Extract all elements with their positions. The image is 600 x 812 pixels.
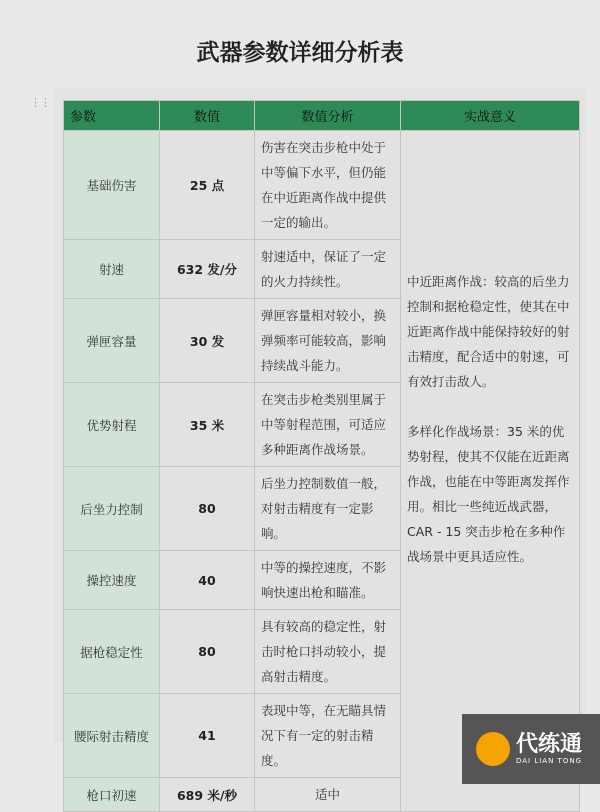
page-title: 武器参数详细分析表 <box>196 40 404 66</box>
param-cell: 据枪稳定性 <box>64 610 160 694</box>
table-header <box>64 101 580 131</box>
logo-sub: DAI LIAN TONG <box>516 757 583 765</box>
analysis-cell: 具有较高的稳定性，射击时枪口抖动较小，提高射击精度。 <box>255 610 401 694</box>
value-cell: 30 发 <box>160 299 255 383</box>
header-value: 数值 <box>160 101 255 131</box>
significance-cell <box>401 131 583 812</box>
value-cell: 41 <box>160 694 255 778</box>
logo-name: 代练通 <box>516 732 583 757</box>
param-cell: 操控速度 <box>64 551 160 610</box>
header-significance: 实战意义 <box>401 101 580 131</box>
param-cell: 弹匣容量 <box>64 299 160 383</box>
value-cell: 632 发/分 <box>160 240 255 299</box>
param-cell: 枪口初速 <box>64 778 160 812</box>
analysis-cell: 在突击步枪类别里属于中等射程范围，可适应多种距离作战场景。 <box>255 383 401 467</box>
value-cell: 689 米/秒 <box>160 778 255 812</box>
param-cell: 后坐力控制 <box>64 467 160 551</box>
table-row <box>64 131 580 240</box>
weapon-table <box>63 100 583 812</box>
value-cell: 80 <box>160 467 255 551</box>
value-cell: 25 点 <box>160 131 255 240</box>
analysis-cell: 适中 <box>255 778 401 812</box>
drag-handle-icon[interactable]: ⋮⋮ <box>30 96 50 109</box>
value-cell: 35 米 <box>160 383 255 467</box>
analysis-cell: 后坐力控制数值一般，对射击精度有一定影响。 <box>255 467 401 551</box>
param-cell: 射速 <box>64 240 160 299</box>
header-param: 参数 <box>64 101 160 131</box>
value-cell: 80 <box>160 610 255 694</box>
value-cell: 40 <box>160 551 255 610</box>
param-cell: 优势射程 <box>64 383 160 467</box>
analysis-cell: 射速适中，保证了一定的火力持续性。 <box>255 240 401 299</box>
analysis-cell: 伤害在突击步枪中处于中等偏下水平，但仍能在中近距离作战中提供一定的输出。 <box>255 131 401 240</box>
analysis-cell: 中等的操控速度，不影响快速出枪和瞄准。 <box>255 551 401 610</box>
header-analysis: 数值分析 <box>255 101 401 131</box>
significance-close-range: 中近距离作战：较高的后坐力控制和据枪稳定性，使其在中近距离作战中能保持较好的射击精度，配合适中的射速，可有效打击敌人。 <box>407 274 570 389</box>
param-cell: 腰际射击精度 <box>64 694 160 778</box>
logo-icon <box>476 732 510 766</box>
analysis-cell: 弹匣容量相对较小，换弹频率可能较高，影响持续战斗能力。 <box>255 299 401 383</box>
analysis-cell: 表现中等，在无瞄具情况下有一定的射击精度。 <box>255 694 401 778</box>
param-cell: 基础伤害 <box>64 131 160 240</box>
watermark-logo <box>462 714 600 784</box>
significance-versatile: 多样化作战场景：35 米的优势射程，使其不仅能在近距离作战，也能在中等距离发挥作用。相比一些纯近战武器，CAR - 15 突击步枪在多种作战场景中更具适应性。 <box>407 424 570 564</box>
